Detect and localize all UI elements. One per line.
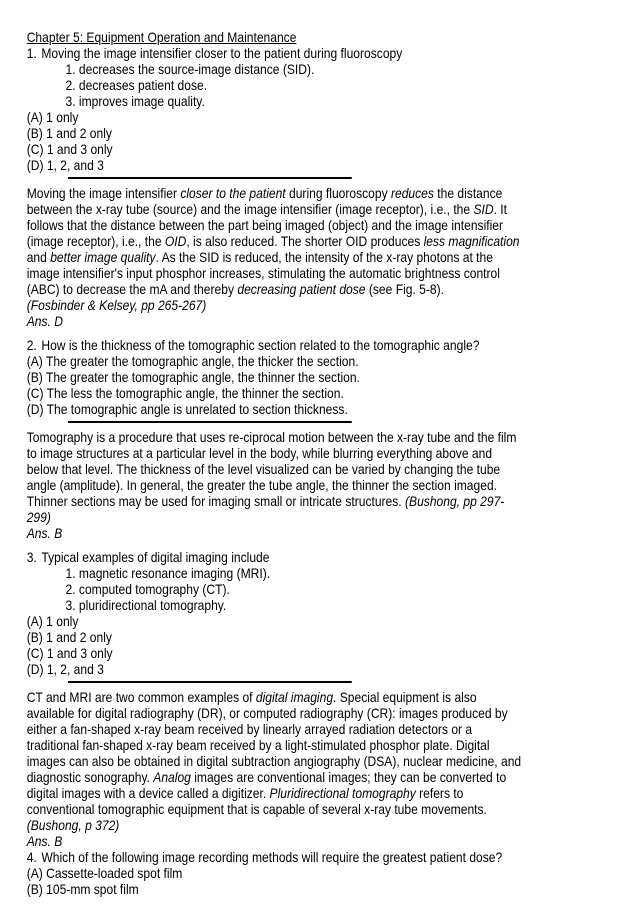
explanation-1 (27, 185, 527, 329)
explanation-1-text: Moving the image intensifier closer to the patient during fluoroscopy reduces the distance between the x-ray tube (source) and the image intensifier (image receptor), i.e., the SID. It follows that the distance between the part being imaged (object) and the image intensifier (image receptor), i.e., the OID, is also reduced. The shorter OID produces less magnification and better image quality. As the SID is reduced, the intensity of the x-ray photons at the image intensifier's input phosphor increases, stimulating the automatic brightness control (ABC) to decrease the mA and thereby decreasing patient dose (see Fig. 5-8). (26, 185, 520, 297)
question-1-subitem-2: 2. decreases patient dose. (65, 77, 208, 93)
question-3-number: 3. (26, 549, 37, 565)
question-3-stem-line (27, 549, 527, 565)
question-3-option-d: (D) 1, 2, and 3 (26, 661, 104, 677)
separator-line (68, 421, 352, 423)
question-1 (27, 45, 527, 173)
question-3-subitem-1: 1. magnetic resonance imaging (MRI). (65, 565, 271, 581)
question-4 (27, 849, 527, 897)
chapter-title: Chapter 5: Equipment Operation and Maintenance (26, 29, 297, 45)
question-1-subitem-1: 1. decreases the source-image distance (SID). (65, 61, 315, 77)
explanation-2-answer: Ans. B (26, 525, 63, 541)
question-3-option-a: (A) 1 only (26, 613, 79, 629)
question-3-subitem-3: 3. pluridirectional tomography. (65, 597, 227, 613)
explanation-3-citation: (Bushong, p 372) (26, 817, 120, 833)
question-3-option-b: (B) 1 and 2 only (26, 629, 112, 645)
question-2-number: 2. (26, 337, 37, 353)
question-3-stem: Typical examples of digital imaging include (41, 549, 270, 565)
question-4-option-a: (A) Cassette-loaded spot film (26, 865, 183, 881)
question-2-stem-line (27, 337, 527, 353)
question-3-option-c: (C) 1 and 3 only (26, 645, 113, 661)
question-1-option-c: (C) 1 and 3 only (26, 141, 113, 157)
question-4-stem: Which of the following image recording methods will require the greatest patient dose? (41, 849, 503, 865)
explanation-2 (27, 429, 527, 541)
question-3 (27, 549, 527, 677)
question-4-number: 4. (26, 849, 37, 865)
explanation-1-citation: (Fosbinder & Kelsey, pp 265-267) (26, 297, 207, 313)
explanation-3-answer: Ans. B (26, 833, 63, 849)
question-4-option-b: (B) 105-mm spot film (26, 881, 139, 897)
question-2 (27, 337, 527, 417)
question-1-stem: Moving the image intensifier closer to the patient during fluoroscopy (41, 45, 403, 61)
question-2-option-a: (A) The greater the tomographic angle, the thicker the section. (26, 353, 359, 369)
explanation-2-text: Tomography is a procedure that uses re-ciprocal motion between the x-ray tube and the film to image structures at a particular level in the body, while blurring everything above and below that level. The thickness of the level visualized can be varied by changing the tube angle (amplitude). In general, the greater the tube angle, the thinner the section imaged. Thinner sections may be used for imaging small or intricate structures. (Bushong, pp 297-299) (26, 429, 517, 525)
question-1-subitem-3: 3. improves image quality. (65, 93, 205, 109)
separator-line (68, 681, 352, 683)
question-1-number: 1. (26, 45, 37, 61)
explanation-3 (27, 689, 527, 849)
question-2-option-c: (C) The less the tomographic angle, the thinner the section. (26, 385, 344, 401)
question-2-option-b: (B) The greater the tomographic angle, the thinner the section. (26, 369, 360, 385)
question-2-stem: How is the thickness of the tomographic section related to the tomographic angle? (41, 337, 480, 353)
question-1-stem-line (27, 45, 527, 61)
question-1-option-b: (B) 1 and 2 only (26, 125, 112, 141)
question-2-option-d: (D) The tomographic angle is unrelated to section thickness. (26, 401, 348, 417)
question-1-option-d: (D) 1, 2, and 3 (26, 157, 104, 173)
question-1-option-a: (A) 1 only (26, 109, 79, 125)
question-3-subitem-2: 2. computed tomography (CT). (65, 581, 230, 597)
separator-line (68, 177, 352, 179)
explanation-1-answer: Ans. D (26, 313, 63, 329)
explanation-3-text: CT and MRI are two common examples of digital imaging. Special equipment is also available for digital radiography (DR), or computed radiography (CR): images produced by either a fan-shaped x-ray beam received by linearly arrayed radiation detectors or a traditional fan-shaped x-ray beam received by a light-stimulated phosphor plate. Digital images can also be obtained in digital subtraction angiography (DSA), nuclear medicine, and diagnostic sonography. Analog images are conventional images; they can be converted to digital images with a device called a digitizer. Pluridirectional tomography refers to conventional tomographic equipment that is capable of several x-ray tube movements. (26, 689, 522, 817)
question-4-stem-line (27, 849, 527, 865)
